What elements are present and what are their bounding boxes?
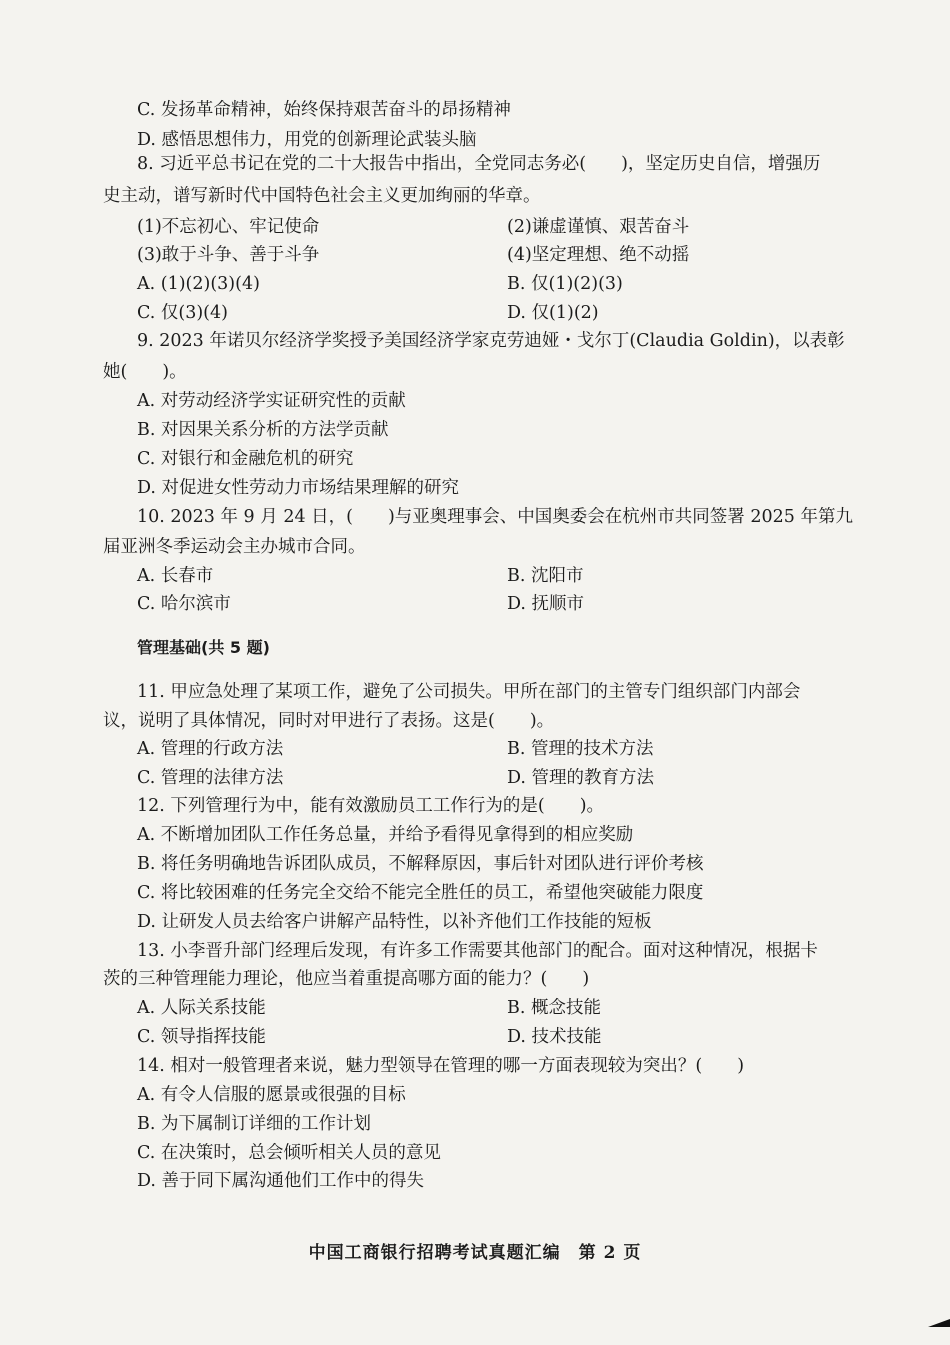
q8-stem-line1: 8. 习近平总书记在党的二十大报告中指出，全党同志务必( )，坚定历史自信，增强历 [137, 154, 821, 174]
q14-stem: 14. 相对一般管理者来说，魅力型领导在管理的哪一方面表现较为突出？( ) [137, 1056, 745, 1076]
q13-option-a: A. 人际关系技能 [137, 998, 266, 1018]
q12-option-a: A. 不断增加团队工作任务总量，并给予看得见拿得到的相应奖励 [137, 825, 634, 845]
q10-stem-line1: 10. 2023 年 9 月 24 日，( )与亚奥理事会、中国奥委会在杭州市共同签署 2025 年第九 [137, 507, 853, 527]
q11-stem-line2: 议，说明了具体情况，同时对甲进行了表扬。这是( )。 [103, 711, 555, 731]
q13-stem-line1: 13. 小李晋升部门经理后发现，有许多工作需要其他部门的配合。面对这种情况，根据卡 [137, 941, 818, 961]
q14-option-c: C. 在决策时，总会倾听相关人员的意见 [137, 1143, 441, 1163]
q14-option-d: D. 善于同下属沟通他们工作中的得失 [137, 1171, 425, 1191]
q12-stem: 12. 下列管理行为中，能有效激励员工工作行为的是( )。 [137, 796, 605, 816]
q14-option-b: B. 为下属制订详细的工作计划 [137, 1114, 371, 1134]
q8-item-3: (3)敢于斗争、善于斗争 [137, 245, 320, 265]
q11-option-d: D. 管理的教育方法 [507, 768, 655, 788]
q10-stem-line2: 届亚洲冬季运动会主办城市合同。 [103, 537, 366, 557]
q11-option-c: C. 管理的法律方法 [137, 768, 284, 788]
q8-option-a: A. (1)(2)(3)(4) [137, 274, 260, 294]
q12-option-d: D. 让研发人员去给客户讲解产品特性，以补齐他们工作技能的短板 [137, 912, 652, 932]
q10-option-b: B. 沈阳市 [507, 566, 584, 586]
q7-option-d: D. 感悟思想伟力，用党的创新理论武装头脑 [137, 130, 477, 150]
q9-option-d: D. 对促进女性劳动力市场结果理解的研究 [137, 478, 460, 498]
q8-item-4: (4)坚定理想、绝不动摇 [507, 245, 690, 265]
q13-option-b: B. 概念技能 [507, 998, 601, 1018]
q9-option-c: C. 对银行和金融危机的研究 [137, 449, 354, 469]
q12-option-c: C. 将比较困难的任务完全交给不能完全胜任的员工，希望他突破能力限度 [137, 883, 704, 903]
q13-option-c: C. 领导指挥技能 [137, 1027, 266, 1047]
q9-stem-line1: 9. 2023 年诺贝尔经济学奖授予美国经济学家克劳迪娅・戈尔丁(Claudia Goldin)，以表彰 [137, 331, 845, 351]
q10-option-d: D. 抚顺市 [507, 594, 585, 614]
q10-option-c: C. 哈尔滨市 [137, 594, 231, 614]
q13-option-d: D. 技术技能 [507, 1027, 602, 1047]
q9-stem-line2: 她( )。 [103, 362, 187, 382]
q11-option-a: A. 管理的行政方法 [137, 739, 284, 759]
q8-stem-line2: 史主动，谱写新时代中国特色社会主义更加绚丽的华章。 [103, 186, 541, 206]
q13-stem-line2: 茨的三种管理能力理论，他应当着重提高哪方面的能力？( ) [103, 969, 590, 989]
q8-option-d: D. 仅(1)(2) [507, 303, 599, 323]
q7-option-c: C. 发扬革命精神，始终保持艰苦奋斗的昂扬精神 [137, 100, 511, 120]
page-footer: 中国工商银行招聘考试真题汇编 第 2 页 [308, 1243, 642, 1263]
q14-option-a: A. 有令人信服的愿景或很强的目标 [137, 1085, 406, 1105]
section-heading-management: 管理基础(共 5 题) [137, 638, 270, 657]
page-corner-mark [928, 1319, 950, 1327]
q11-option-b: B. 管理的技术方法 [507, 739, 654, 759]
q8-option-c: C. 仅(3)(4) [137, 303, 228, 323]
q8-item-2: (2)谦虚谨慎、艰苦奋斗 [507, 217, 690, 237]
q12-option-b: B. 将任务明确地告诉团队成员，不解释原因，事后针对团队进行评价考核 [137, 854, 704, 874]
q8-option-b: B. 仅(1)(2)(3) [507, 274, 623, 294]
q9-option-b: B. 对因果关系分析的方法学贡献 [137, 420, 389, 440]
q11-stem-line1: 11. 甲应急处理了某项工作，避免了公司损失。甲所在部门的主管专门组织部门内部会 [137, 682, 801, 702]
q8-item-1: (1)不忘初心、牢记使命 [137, 217, 320, 237]
q9-option-a: A. 对劳动经济学实证研究性的贡献 [137, 391, 406, 411]
q10-option-a: A. 长春市 [137, 566, 214, 586]
